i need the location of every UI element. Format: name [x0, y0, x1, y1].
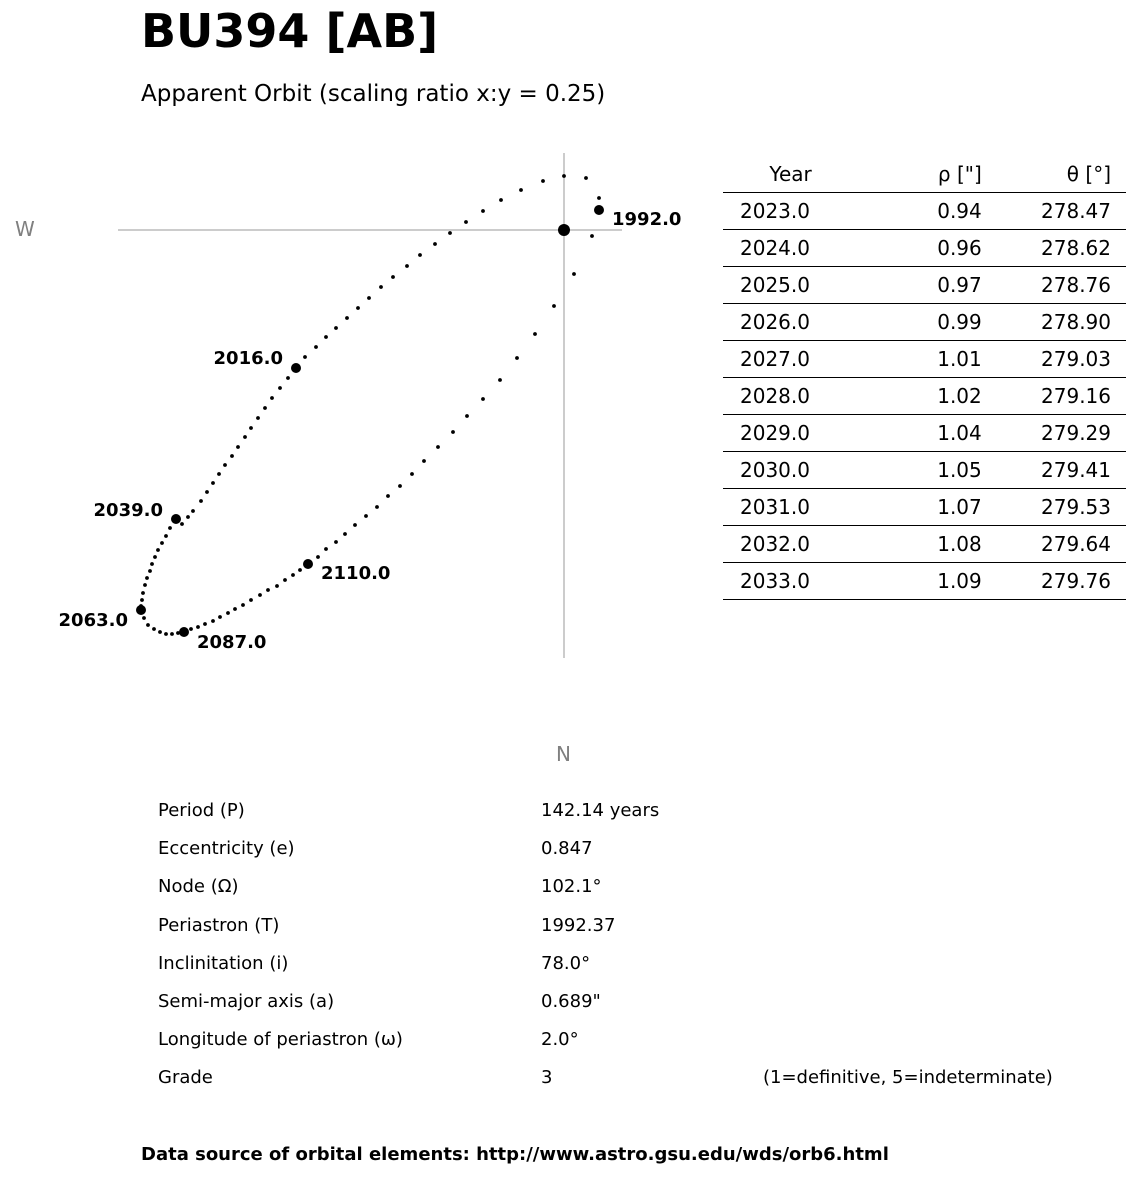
orbit-point: [356, 306, 360, 310]
orbit-point: [572, 272, 576, 276]
table-row: [723, 341, 1126, 378]
epoch-marker: [303, 559, 313, 569]
orbit-point: [168, 526, 172, 530]
orbit-point: [314, 345, 318, 349]
cell-theta: 278.90: [1000, 304, 1126, 341]
orbit-point: [405, 264, 409, 268]
orbit-point: [218, 615, 222, 619]
table-row: [723, 193, 1126, 230]
cell-theta: 279.53: [1000, 489, 1126, 526]
orbit-point: [422, 459, 426, 463]
orbit-point: [143, 583, 147, 587]
cell-rho: 0.97: [852, 267, 1000, 304]
cell-year: 2024.0: [723, 230, 852, 267]
orbit-point: [375, 505, 379, 509]
orbit-point: [233, 607, 237, 611]
orbit-point: [584, 176, 588, 180]
orbit-point: [436, 445, 440, 449]
orbit-point: [189, 627, 193, 631]
element-note: (1=definitive, 5=indeterminate): [763, 1067, 1053, 1089]
orbit-plot: [0, 0, 720, 700]
epoch-label: 2016.0: [213, 348, 283, 369]
orbit-point: [145, 576, 149, 580]
orbit-point: [334, 540, 338, 544]
primary-star-marker: [558, 224, 570, 236]
orbit-point: [180, 522, 184, 526]
column-header-rho: ρ ["]: [852, 156, 1000, 193]
orbit-point: [552, 304, 556, 308]
orbit-point: [164, 534, 168, 538]
cell-rho: 1.01: [852, 341, 1000, 378]
orbit-point: [519, 188, 523, 192]
orbit-point: [398, 484, 402, 488]
cell-rho: 1.05: [852, 452, 1000, 489]
compass-north-label: N: [556, 742, 571, 766]
orbit-point: [230, 454, 234, 458]
orbit-point: [241, 603, 245, 607]
epoch-marker: [291, 363, 301, 373]
element-label: Grade: [158, 1067, 213, 1089]
orbit-point: [391, 275, 395, 279]
page-subtitle: Apparent Orbit (scaling ratio x:y = 0.25): [141, 81, 606, 107]
orbit-point: [286, 376, 290, 380]
cell-rho: 1.04: [852, 415, 1000, 452]
orbit-point: [291, 573, 295, 577]
orbit-point: [150, 562, 154, 566]
orbit-point: [217, 472, 221, 476]
epoch-label: 2063.0: [58, 610, 128, 631]
element-value: 0.847: [541, 838, 593, 860]
orbit-point: [451, 430, 455, 434]
cell-rho: 0.94: [852, 193, 1000, 230]
epoch-label: 1992.0: [612, 209, 682, 230]
orbit-point: [533, 332, 537, 336]
epoch-label: 2087.0: [197, 632, 267, 653]
epoch-marker: [594, 205, 604, 215]
orbit-point: [141, 591, 145, 595]
table-row: [723, 304, 1126, 341]
epoch-label: 2039.0: [93, 500, 163, 521]
element-label: Periastron (T): [158, 914, 280, 936]
orbit-point: [367, 296, 371, 300]
orbit-point: [243, 435, 247, 439]
orbit-point: [515, 356, 519, 360]
orbit-point: [597, 196, 601, 200]
cell-theta: 278.76: [1000, 267, 1126, 304]
cell-year: 2030.0: [723, 452, 852, 489]
orbit-point: [160, 541, 164, 545]
element-label: Period (P): [158, 800, 245, 821]
orbit-point: [275, 584, 279, 588]
table-row: [723, 230, 1126, 267]
orbit-point: [465, 414, 469, 418]
cell-year: 2023.0: [723, 193, 852, 230]
orbit-point: [191, 509, 195, 513]
orbit-point: [298, 568, 302, 572]
orbit-point: [562, 174, 566, 178]
element-value: 78.0°: [541, 952, 591, 974]
element-label: Semi-major axis (a): [158, 990, 335, 1012]
element-value: 142.14 years: [541, 800, 660, 821]
cell-year: 2032.0: [723, 526, 852, 563]
orbit-point: [324, 335, 328, 339]
column-header-theta: θ [°]: [1000, 156, 1126, 193]
orbit-point: [590, 234, 594, 238]
orbit-point: [464, 220, 468, 224]
table-row: [723, 489, 1126, 526]
orbit-point: [205, 490, 209, 494]
element-label: Eccentricity (e): [158, 838, 295, 860]
table-row: [723, 452, 1126, 489]
epoch-markers: [59, 205, 682, 653]
orbit-point: [152, 627, 156, 631]
orbit-point: [158, 630, 162, 634]
orbit-point: [256, 416, 260, 420]
orbit-point: [263, 406, 267, 410]
orbit-point: [481, 209, 485, 213]
orbit-point: [186, 515, 190, 519]
cell-theta: 278.47: [1000, 193, 1126, 230]
orbit-point: [448, 231, 452, 235]
orbit-point: [170, 632, 174, 636]
cell-year: 2031.0: [723, 489, 852, 526]
orbit-point: [203, 622, 207, 626]
orbit-point: [249, 426, 253, 430]
cell-rho: 1.08: [852, 526, 1000, 563]
orbit-point: [498, 378, 502, 382]
cell-theta: 279.29: [1000, 415, 1126, 452]
orbit-point: [226, 611, 230, 615]
orbit-point: [345, 316, 349, 320]
orbit-point: [249, 598, 253, 602]
orbit-point: [386, 494, 390, 498]
cell-theta: 279.41: [1000, 452, 1126, 489]
orbit-point: [258, 593, 262, 597]
element-value: 1992.37: [541, 914, 616, 936]
cell-year: 2033.0: [723, 563, 852, 600]
cell-year: 2026.0: [723, 304, 852, 341]
orbit-point: [278, 386, 282, 390]
orbit-point: [334, 326, 338, 330]
orbit-point: [270, 396, 274, 400]
orbit-point: [153, 555, 157, 559]
orbit-point: [499, 198, 503, 202]
cell-theta: 279.76: [1000, 563, 1126, 600]
orbit-point: [324, 547, 328, 551]
element-value: 102.1°: [541, 876, 602, 898]
orbit-point: [211, 619, 215, 623]
orbit-point: [236, 445, 240, 449]
cell-year: 2028.0: [723, 378, 852, 415]
cell-year: 2027.0: [723, 341, 852, 378]
element-label: Longitude of periastron (ω): [158, 1029, 403, 1051]
cell-theta: 279.16: [1000, 378, 1126, 415]
element-value: 2.0°: [541, 1029, 579, 1051]
orbit-point: [353, 523, 357, 527]
page-title: BU394 [AB]: [141, 4, 439, 58]
orbit-point: [541, 179, 545, 183]
epoch-marker: [179, 627, 189, 637]
element-label: Inclinitation (i): [158, 952, 289, 974]
orbit-point: [433, 242, 437, 246]
orbit-point: [316, 555, 320, 559]
column-header-year: Year: [723, 156, 852, 193]
epoch-label: 2110.0: [321, 563, 391, 584]
epoch-marker: [171, 514, 181, 524]
orbit-point: [364, 514, 368, 518]
orbit-point: [283, 578, 287, 582]
orbit-point: [196, 625, 200, 629]
cell-rho: 1.09: [852, 563, 1000, 600]
orbit-point: [211, 481, 215, 485]
element-value: 3: [541, 1067, 553, 1089]
cell-year: 2025.0: [723, 267, 852, 304]
cell-theta: 279.03: [1000, 341, 1126, 378]
cell-year: 2029.0: [723, 415, 852, 452]
orbit-point: [156, 548, 160, 552]
cell-rho: 1.07: [852, 489, 1000, 526]
orbit-point: [343, 532, 347, 536]
orbit-point: [223, 463, 227, 467]
compass-west-label: W: [15, 217, 35, 241]
table-row: [723, 526, 1126, 563]
orbit-point: [303, 355, 307, 359]
cell-rho: 0.99: [852, 304, 1000, 341]
epoch-marker: [136, 605, 146, 615]
orbit-point: [140, 598, 144, 602]
orbit-point: [481, 397, 485, 401]
cell-rho: 1.02: [852, 378, 1000, 415]
orbit-point: [410, 472, 414, 476]
orbit-point: [266, 588, 270, 592]
orbit-point: [148, 569, 152, 573]
table-row: [723, 378, 1126, 415]
cell-theta: 278.62: [1000, 230, 1126, 267]
table-row: [723, 415, 1126, 452]
table-header-row: [723, 156, 1126, 193]
orbit-point: [199, 499, 203, 503]
cell-theta: 279.64: [1000, 526, 1126, 563]
element-value: 0.689": [541, 990, 601, 1012]
orbit-point: [142, 616, 146, 620]
orbit-point: [418, 253, 422, 257]
table-row: [723, 563, 1126, 600]
orbit-point: [164, 632, 168, 636]
data-source-footer: Data source of orbital elements: http://www.astro.gsu.edu/wds/orb6.html: [141, 1144, 889, 1165]
ephemeris-table: [723, 156, 1126, 600]
orbit-point: [146, 623, 150, 627]
element-label: Node (Ω): [158, 876, 239, 898]
table-row: [723, 267, 1126, 304]
orbit-point: [379, 285, 383, 289]
cell-rho: 0.96: [852, 230, 1000, 267]
